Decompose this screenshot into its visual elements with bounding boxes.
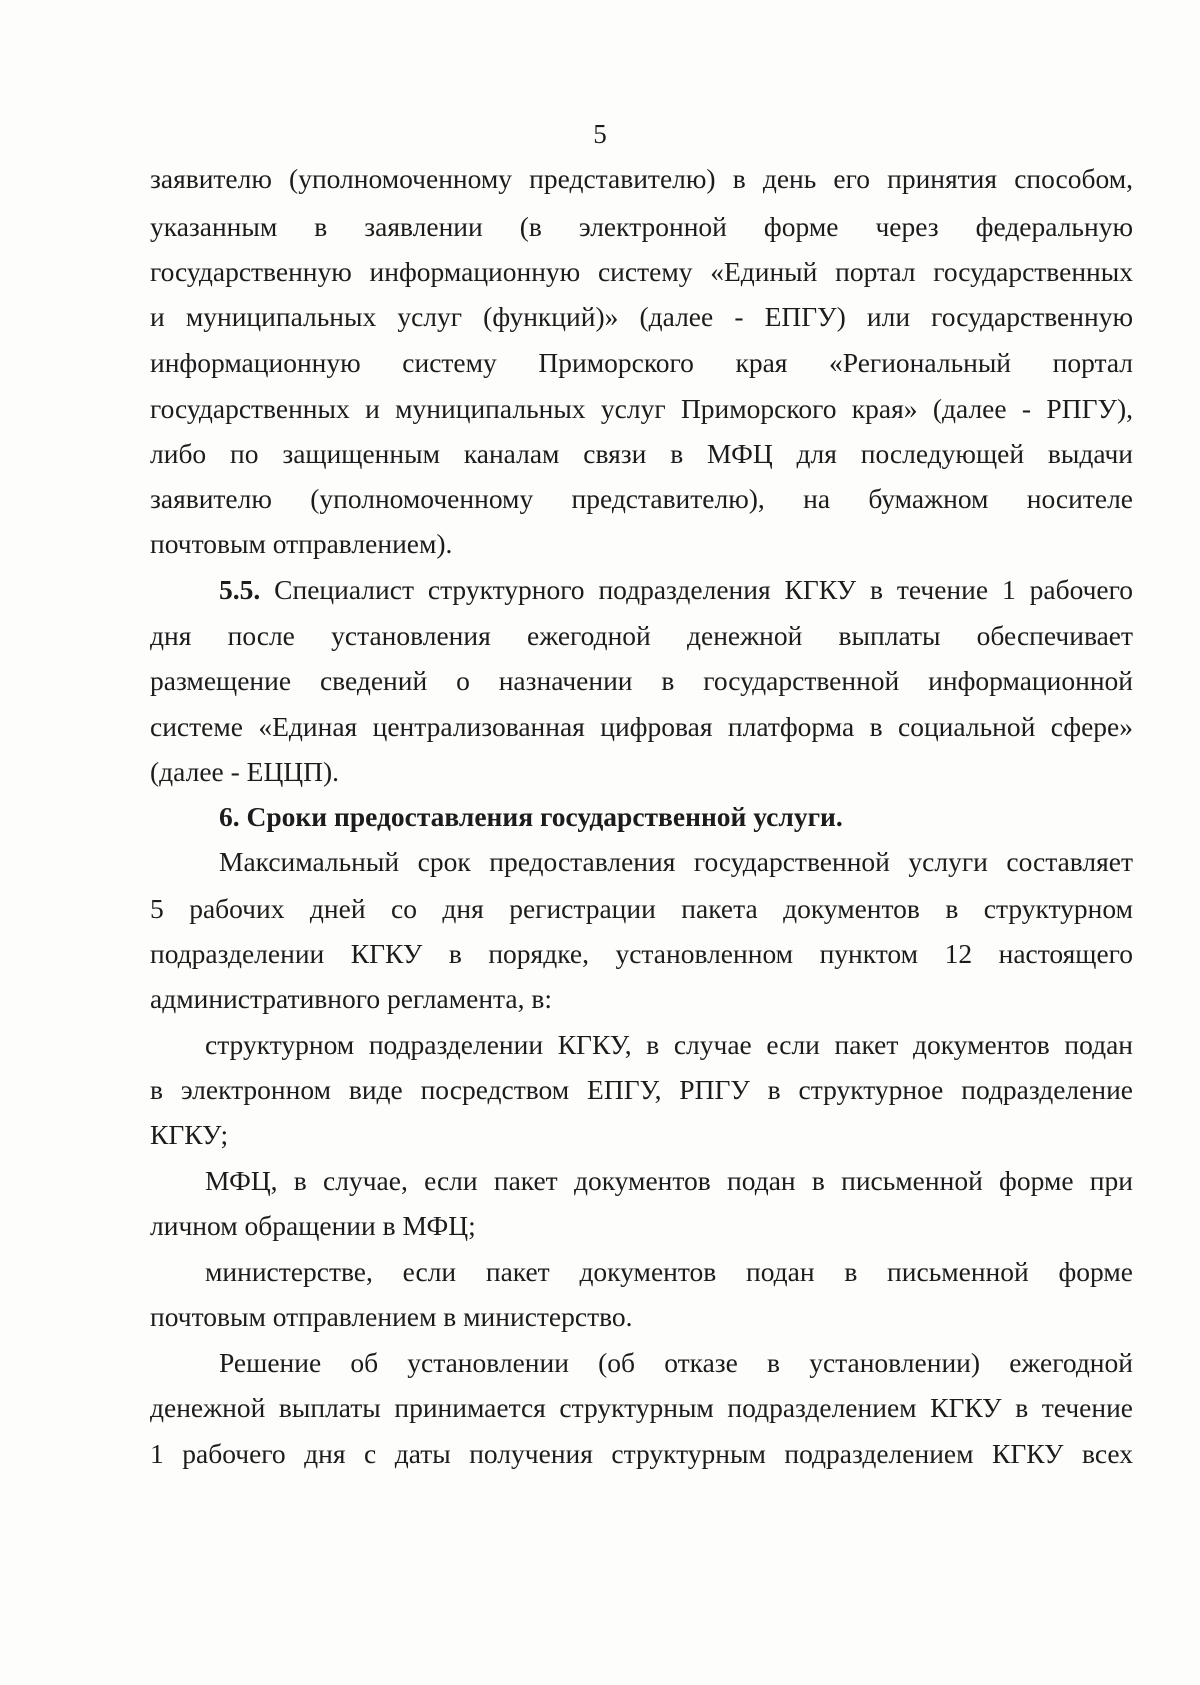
text-line: системе «Единая централизованная цифровая платформа в социальной сфере» xyxy=(150,711,1133,742)
text-line: почтовым отправлением). xyxy=(150,528,453,559)
text-line: денежной выплаты принимается структурным подразделением КГКУ в течение xyxy=(150,1392,1133,1423)
text-line: размещение сведений о назначении в государственной информационной xyxy=(150,665,1133,696)
text-line: указанным в заявлении (в электронной форме через федеральную xyxy=(150,211,1133,242)
text-line: структурном подразделении КГКУ, в случае если пакет документов подан xyxy=(205,1029,1133,1060)
text-line: МФЦ, в случае, если пакет документов подан в письменной форме при xyxy=(205,1165,1133,1196)
section-number-5-5: 5.5. xyxy=(219,574,261,605)
text-line: Специалист структурного подразделения КГКУ в течение 1 рабочего xyxy=(274,574,1133,605)
text-line: и муниципальных услуг (функций)» (далее - ЕПГУ) или государственную xyxy=(150,301,1133,332)
text-line: информационную систему Приморского края «Региональный портал xyxy=(150,347,1133,378)
paragraph-5-5-first-line xyxy=(219,573,1133,607)
text-line: министерстве, если пакет документов подан в письменной форме xyxy=(205,1256,1133,1287)
text-line: КГКУ; xyxy=(150,1119,229,1150)
text-line: 5 рабочих дней со дня регистрации пакета документов в структурном xyxy=(150,893,1133,924)
text-line: личном обращении в МФЦ; xyxy=(150,1210,476,1241)
text-line: подразделении КГКУ в порядке, установленном пунктом 12 настоящего xyxy=(150,938,1133,969)
text-line: в электронном виде посредством ЕПГУ, РПГУ в структурное подразделение xyxy=(150,1074,1133,1105)
text-line: (далее - ЕЦЦП). xyxy=(150,756,340,787)
text-line: административного регламента, в: xyxy=(150,983,552,1014)
text-line: Решение об установлении (об отказе в установлении) ежегодной xyxy=(219,1347,1133,1378)
text-line: государственную информационную систему «Единый портал государственных xyxy=(150,256,1133,287)
text-line: государственных и муниципальных услуг Приморского края» (далее - РПГУ), xyxy=(150,393,1133,424)
section-heading-6 xyxy=(219,800,1133,834)
section-heading-6-text: 6. Сроки предоставления государственной услуги. xyxy=(219,801,843,832)
text-line: Максимальный срок предоставления государственной услуги составляет xyxy=(219,846,1133,877)
text-line: либо по защищенным каналам связи в МФЦ для последующей выдачи xyxy=(150,438,1133,469)
text-line: 1 рабочего дня с даты получения структурным подразделением КГКУ всех xyxy=(150,1438,1133,1469)
text-line: почтовым отправлением в министерство. xyxy=(150,1301,633,1332)
text-line: заявителю (уполномоченному представителю) в день его принятия способом, xyxy=(150,163,1133,194)
page-number: 5 xyxy=(593,119,607,149)
text-line: дня после установления ежегодной денежной выплаты обеспечивает xyxy=(150,620,1133,651)
text-line: заявителю (уполномоченному представителю), на бумажном носителе xyxy=(150,483,1133,514)
